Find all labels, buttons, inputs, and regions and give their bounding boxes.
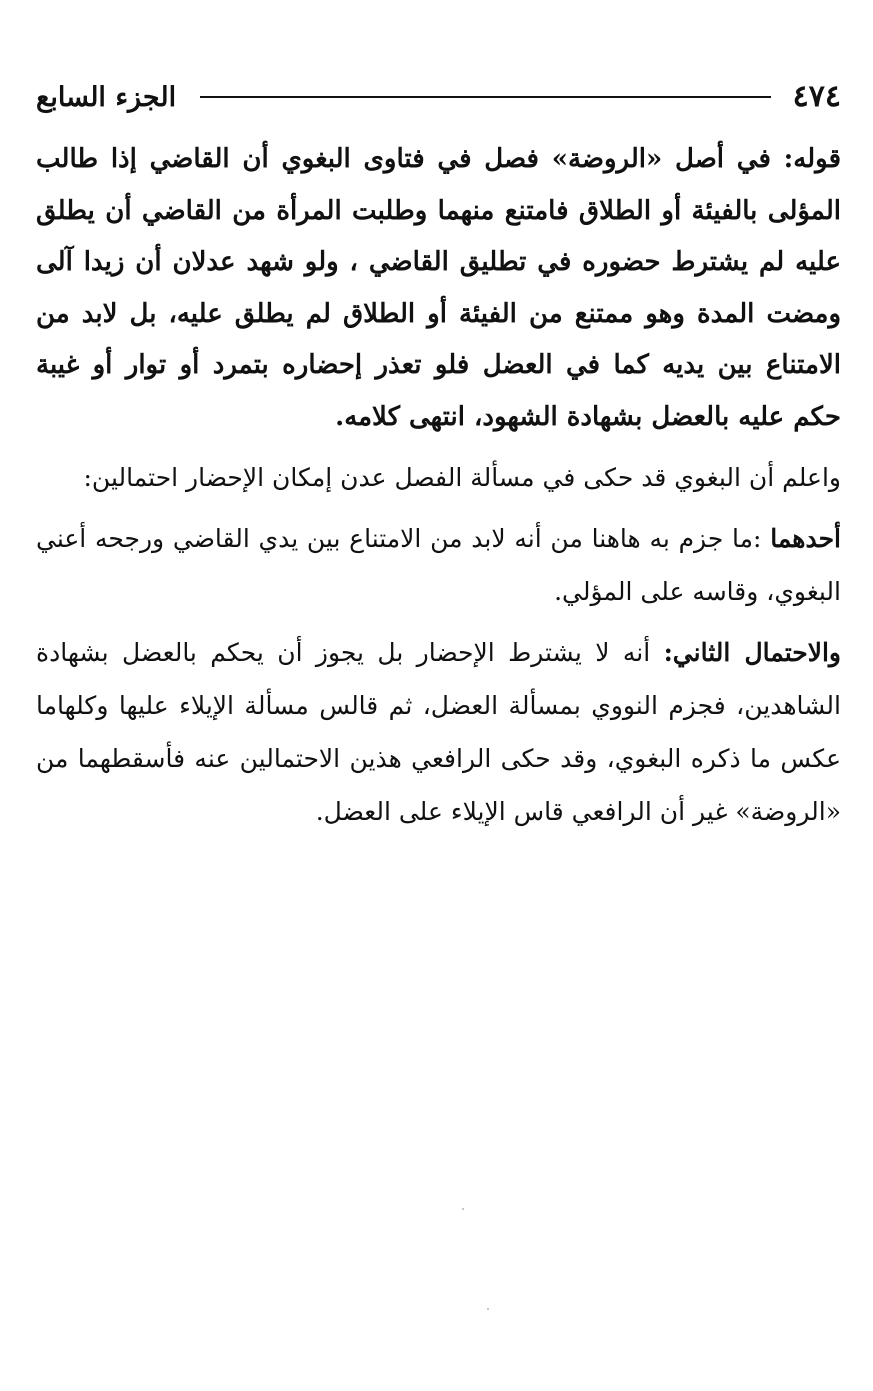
volume-title: الجزء السابع xyxy=(36,81,177,113)
document-page xyxy=(36,70,841,838)
paragraph-second-option xyxy=(36,626,841,838)
scan-speck xyxy=(462,1208,464,1210)
paragraph-lead: قوله: xyxy=(783,144,841,174)
header-rule xyxy=(200,96,771,98)
paragraph-text: واعلم أن البغوي قد حكى في مسألة الفصل عدن إمكان الإحضار احتمالين: xyxy=(83,463,841,492)
paragraph-lead: أحدهما xyxy=(770,524,841,553)
paragraph-text: :ما جزم به هاهنا من أنه لابد من الامتناع بين يدي القاضي ورجحه أعني البغوي، وقاسه على المؤلي. xyxy=(36,524,841,606)
paragraph-text: أنه لا يشترط الإحضار بل يجوز أن يحكم بالعضل بشهادة الشاهدين، فجزم النووي بمسألة العضل، ثم قالس مسألة الإيلاء عليها وكلهاما عكس ما ذكره البغوي، وقد حكى الرافعي هذين الاحتمالين عنه فأسقطهما من «الروضة» غير أن الرافعي قاس الإيلاء على العضل. xyxy=(36,638,841,826)
page-header xyxy=(36,70,841,124)
paragraph-intro xyxy=(36,451,841,504)
scan-speck xyxy=(487,1308,489,1310)
paragraph-lead: والاحتمال الثاني: xyxy=(663,638,841,667)
paragraph-quote xyxy=(36,134,841,443)
page-number: ٤٧٤ xyxy=(792,79,841,114)
paragraph-text: في أصل «الروضة» فصل في فتاوى البغوي أن القاضي إذا طالب المؤلى بالفيئة أو الطلاق فامتنع منهما وطلبت المرأة من القاضي أن يطلق عليه لم يشترط حضوره في تطليق القاضي ، ولو شهد عدلان أن زيدا آلى ومضت المدة وهو ممتنع من الفيئة أو الطلاق لم يطلق عليه، بل لابد من الامتناع بين يديه كما في العضل فلو تعذر إحضاره بتمرد أو توار أو غيبة حكم عليه بالعضل بشهادة الشهود، انتهى كلامه. xyxy=(36,144,842,432)
paragraph-first-option xyxy=(36,512,841,618)
